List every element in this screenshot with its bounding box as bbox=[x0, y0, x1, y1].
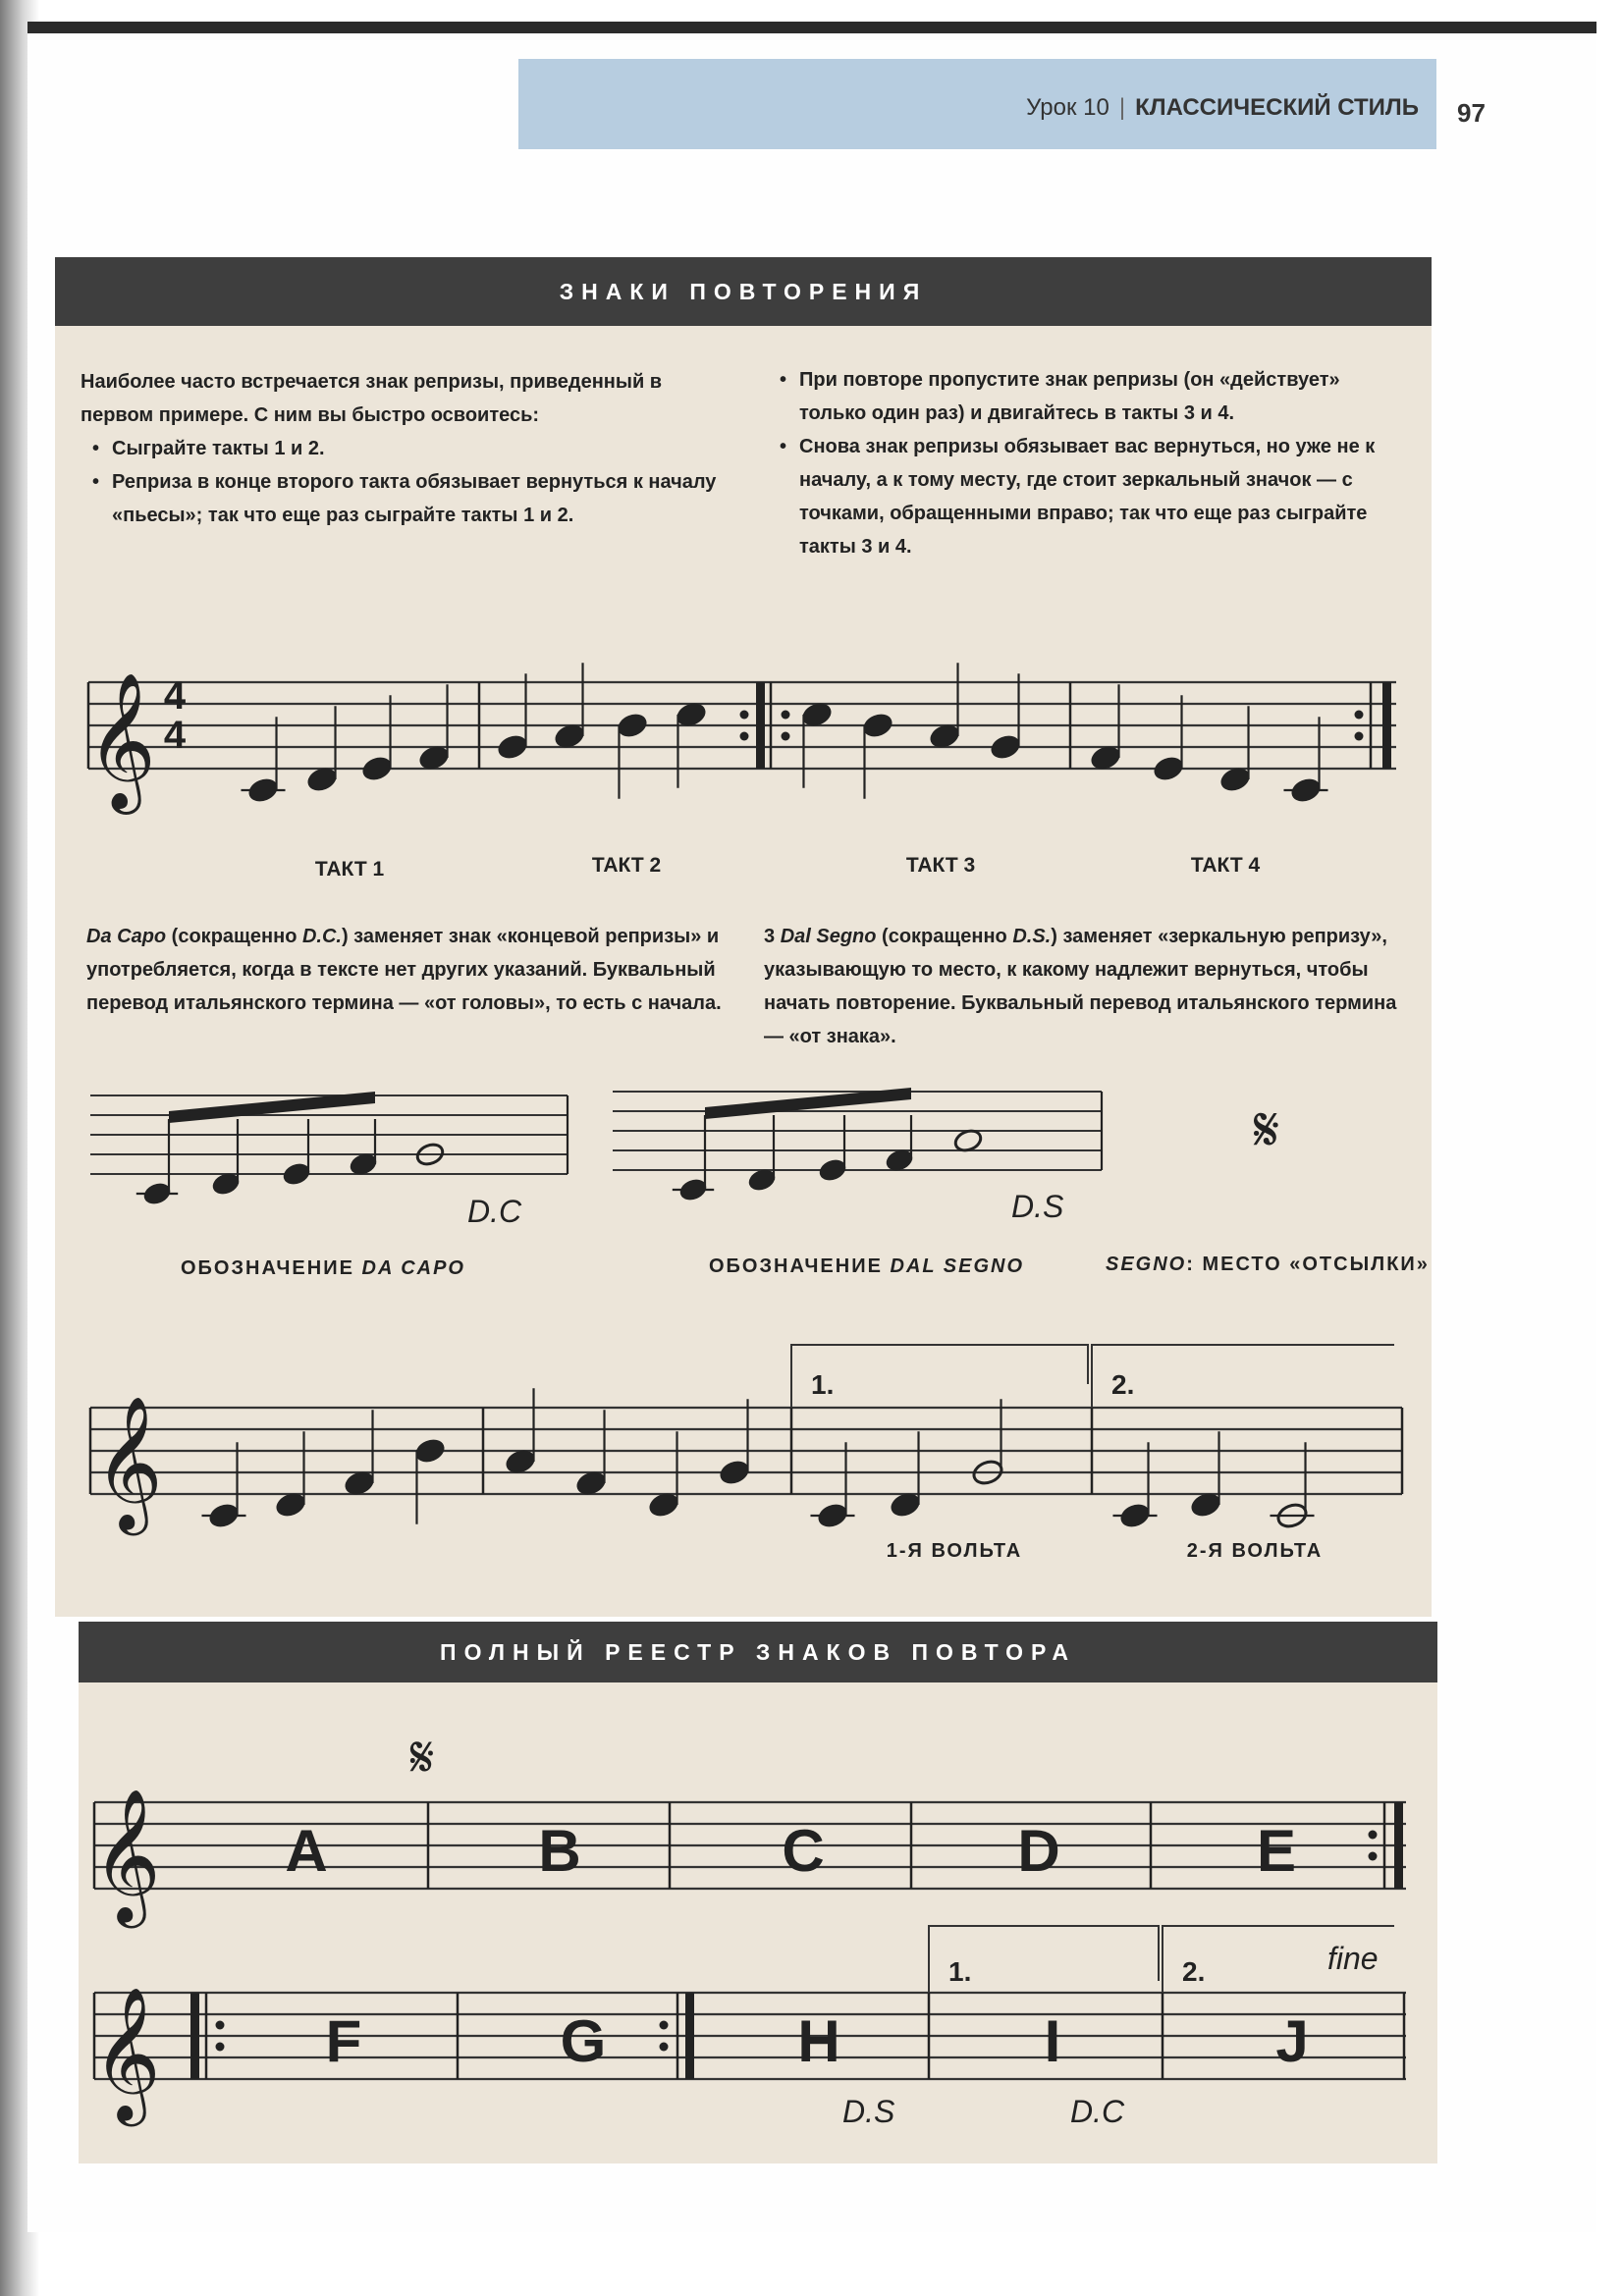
measure-label: ТАКТ 4 bbox=[1190, 854, 1261, 877]
ds-mark: D.S bbox=[842, 2094, 895, 2129]
repeat-dot bbox=[660, 2021, 669, 2030]
treble-clef-icon: 𝄞 bbox=[92, 1989, 161, 2118]
measure-label: ТАКТ 3 bbox=[905, 854, 976, 877]
intro-paragraph: Наиболее часто встречается знак репризы, приведенный в первом примере. С ним вы быстро освоитесь: bbox=[81, 371, 663, 426]
fine-mark: fine bbox=[1327, 1941, 1379, 1976]
treble-clef-icon: 𝄞 bbox=[86, 674, 156, 806]
repeat-dot bbox=[1369, 1852, 1378, 1861]
measure-letter: F bbox=[325, 2008, 362, 2074]
segno-icon: 𝄋 bbox=[409, 1726, 435, 1789]
volta-number: 1. bbox=[811, 1369, 835, 1400]
ds-mark: D.S bbox=[1011, 1189, 1064, 1224]
dc-mark: D.C bbox=[467, 1194, 522, 1229]
desc-text: ) заменяет «зеркальную репризу», указывающую то место, к какому надлежит вернуться, чтобы начать повторение. Буквальный перевод итальянского термина — «от знака». bbox=[764, 926, 1397, 1047]
dc-mark: D.C bbox=[1070, 2094, 1125, 2129]
volta-number: 2. bbox=[1111, 1369, 1135, 1400]
measure-letter: C bbox=[782, 1818, 825, 1884]
measure-label: ТАКТ 2 bbox=[591, 854, 662, 877]
measure-letter: E bbox=[1256, 1818, 1297, 1884]
measure-label: ТАКТ 1 bbox=[314, 858, 385, 881]
measure-letter: G bbox=[560, 2008, 607, 2074]
bullet-item: • При повторе пропустите знак репризы (он «действует» только один раз) и двигайтесь в такты 3 и 4. bbox=[768, 363, 1408, 430]
header-separator: | bbox=[1118, 94, 1126, 121]
bullet-item: • Сыграйте такты 1 и 2. bbox=[81, 432, 721, 465]
volta-number: 1. bbox=[948, 1956, 972, 1987]
measure-letter: I bbox=[1044, 2008, 1061, 2074]
desc-prefix: 3 bbox=[764, 926, 781, 947]
desc-text: (сокращенно bbox=[166, 926, 302, 947]
thick-barline bbox=[190, 1993, 199, 2079]
caption-da-capo: ОБОЗНАЧЕНИЕ DA CAPO bbox=[181, 1257, 465, 1279]
volta-label: 1-Я ВОЛЬТА bbox=[886, 1540, 1023, 1562]
term-da-capo: Da Capo bbox=[86, 926, 167, 947]
abbr-dc: D.C. bbox=[301, 926, 342, 947]
measure-letter: A bbox=[285, 1818, 328, 1884]
bullet-item: • Реприза в конце второго такта обязывает вернуться к началу «пьесы»; так что еще раз сыграйте такты 1 и 2. bbox=[81, 465, 721, 532]
time-signature-bottom: 4 bbox=[163, 714, 187, 757]
segno-icon: 𝄋 bbox=[1253, 1096, 1280, 1164]
caption-dal-segno: ОБОЗНАЧЕНИЕ DAL SEGNO bbox=[709, 1255, 1025, 1277]
volta-label: 2-Я ВОЛЬТА bbox=[1186, 1540, 1324, 1562]
measure-letter: J bbox=[1275, 2008, 1309, 2074]
thick-barline bbox=[1394, 1802, 1403, 1889]
page-number: 97 bbox=[1457, 98, 1486, 128]
thick-barline bbox=[685, 1993, 694, 2079]
volta-number: 2. bbox=[1182, 1956, 1206, 1987]
section-title: ПОЛНЫЙ РЕЕСТР ЗНАКОВ ПОВТОРА bbox=[79, 1622, 1437, 1682]
treble-clef-icon: 𝄞 bbox=[92, 1790, 161, 1920]
desc-text: ) заменяет знак «концевой репризы» и употребляется, когда в тексте нет других указаний. Буквальный перевод итальянского термина — «от головы», то есть с начала. bbox=[86, 926, 722, 1014]
repeat-dot bbox=[1369, 1831, 1378, 1840]
measure-letter: B bbox=[538, 1818, 581, 1884]
caption-segno: SEGNO: МЕСТО «ОТСЫЛКИ» bbox=[1106, 1254, 1430, 1275]
measure-letter: H bbox=[797, 2008, 840, 2074]
repeat-dot bbox=[660, 2043, 669, 2052]
term-dal-segno: Dal Segno bbox=[780, 926, 877, 947]
treble-clef-icon: 𝄞 bbox=[94, 1398, 163, 1527]
lesson-label: Урок 10 bbox=[1026, 94, 1109, 121]
measure-letter: D bbox=[1017, 1818, 1060, 1884]
repeat-dot bbox=[216, 2043, 225, 2052]
desc-text: (сокращенно bbox=[876, 926, 1013, 947]
section-title: ЗНАКИ ПОВТОРЕНИЯ bbox=[55, 257, 1432, 326]
bullet-item: • Снова знак репризы обязывает вас вернуться, но уже не к началу, а к тому месту, где стоит зеркальный значок — с точками, обращенными вправо; так что еще раз сыграйте такты 3 и 4. bbox=[768, 430, 1408, 563]
abbr-ds: D.S. bbox=[1012, 926, 1052, 947]
time-signature-top: 4 bbox=[163, 674, 187, 718]
repeat-dot bbox=[216, 2021, 225, 2030]
chapter-title: КЛАССИЧЕСКИЙ СТИЛЬ bbox=[1135, 94, 1419, 121]
